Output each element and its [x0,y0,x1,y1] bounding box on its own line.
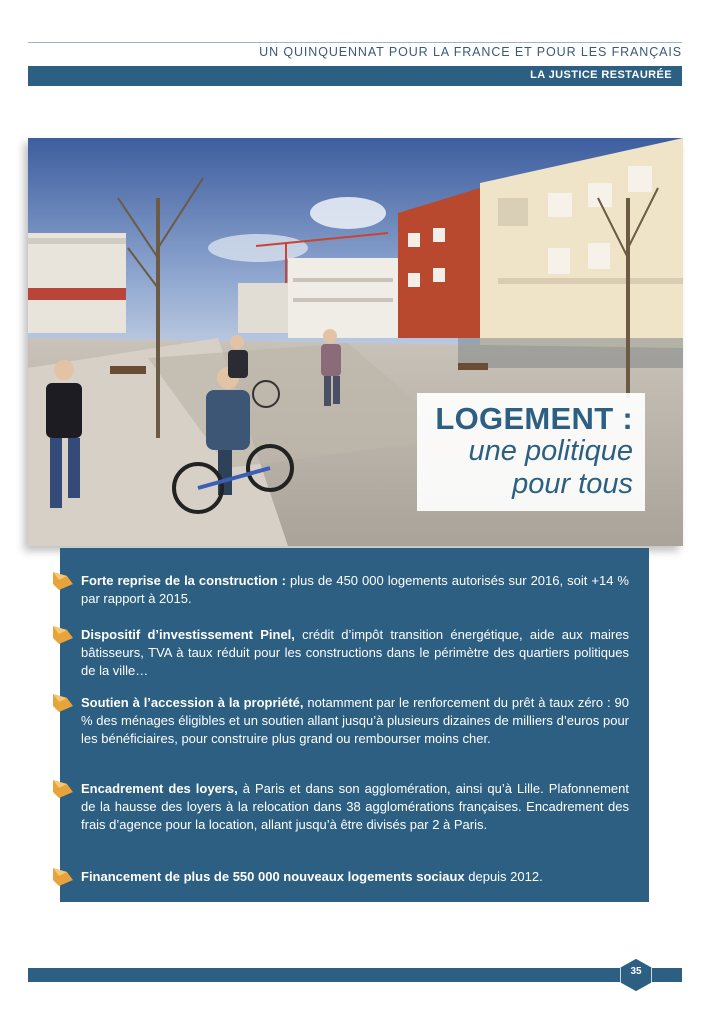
item-bold: Forte reprise de la construction : [81,573,286,588]
item-text: crédit d’impôt transition énergétique, aide aux maires bâtisseurs, TVA à taux réduit pour les constructions dans le périmètre des quartiers politiques de la ville… [81,627,629,678]
item-bold: Dispositif d’investissement Pinel, [81,627,295,642]
header-rule [28,42,682,43]
section-bar [28,66,682,86]
bullet-icon [53,868,73,886]
footer-bar [28,968,682,982]
hero-subtitle [423,435,633,501]
list-item [81,780,629,834]
list-item [81,868,629,886]
item-text: notamment par le renforcement du prêt à taux zéro : 90 % des ménages éligibles et un soutien allant jusqu’à plusieurs dizaines de milliers d’euros pour les bénéficiaires, pour construire plus grand ou rembourser moins cher. [81,695,629,746]
list-item [81,694,629,748]
item-text: depuis 2012. [464,869,543,884]
hero-subtitle-line2: pour tous [512,468,633,500]
item-bold: Soutien à l’accession à la propriété, [81,695,304,710]
item-text: plus de 450 000 logements autorisés sur 2016, soit +14 % par rapport à 2015. [81,573,629,606]
page-number: 35 [630,966,642,977]
hero-title: LOGEMENT : [435,401,633,436]
measures-panel [60,548,649,902]
item-text: à Paris et dans son agglomération, ainsi qu’à Lille. Plafonnement de la hausse des loyers à la relocation dans 38 agglomérations françaises. Encadrement des frais d’agence pour la location, allant jusqu’à être divisés par 2 à Paris. [81,781,629,832]
bullet-icon [53,780,73,798]
bullet-icon [53,626,73,644]
list-item [81,572,629,608]
hero-subtitle-line1: une politique [468,435,633,467]
item-bold: Encadrement des loyers, [81,781,238,796]
list-item [81,626,629,680]
section-label: LA JUSTICE RESTAURÉE [530,69,672,81]
hero-callout [417,393,645,511]
item-bold: Financement de plus de 550 000 nouveaux logements sociaux [81,869,465,884]
header-title: UN QUINQUENNAT POUR LA FRANCE ET POUR LES FRANÇAIS [259,45,682,59]
bullet-icon [53,572,73,590]
bullet-icon [53,694,73,712]
